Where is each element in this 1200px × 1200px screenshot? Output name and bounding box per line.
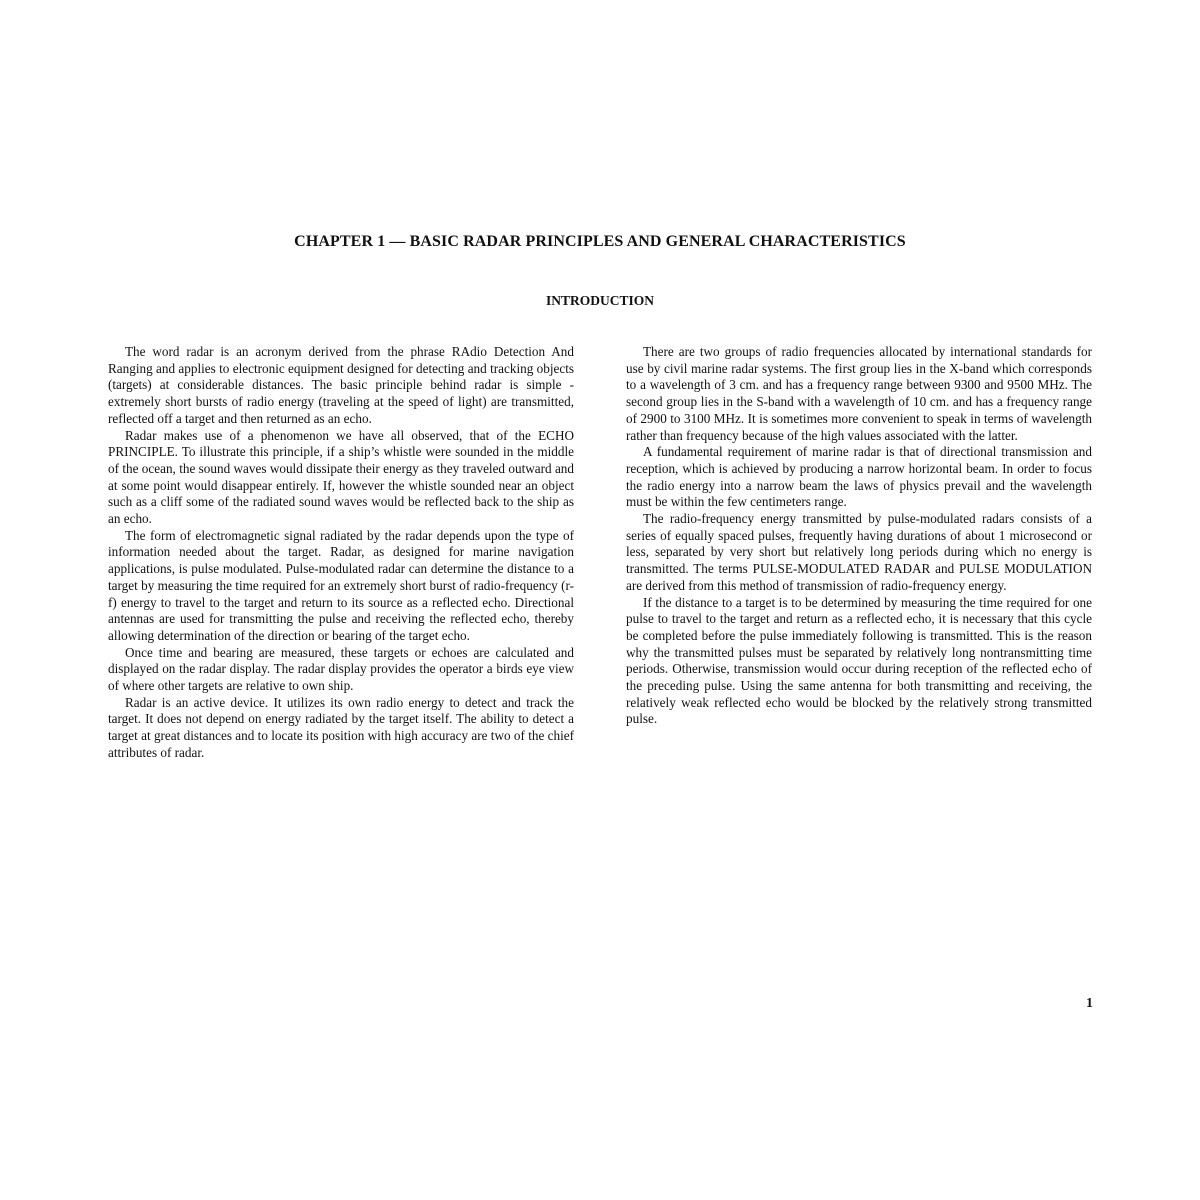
- section-heading: INTRODUCTION: [545, 293, 654, 308]
- left-paragraph-4: Once time and bearing are measured, these targets or echoes are calculated and displayed on the radar display. The radar display provides the operator a birds eye view of where other targets are relative to own ship.: [108, 644, 574, 694]
- page-number: 1: [1086, 996, 1093, 1011]
- right-paragraph-4: If the distance to a target is to be determined by measuring the time required for one pulse to travel to the target and return as a reflected echo, it is necessary that this cycle be completed before the pulse immediately following is transmitted. This is the reason why the transmitted pulses must be separated by relatively long nontransmitting time periods. Otherwise, transmission would occur during reception of the reflected echo of the preceding pulse. Using the same antenna for both transmitting and receiving, the relatively weak reflected echo would be blocked by the relatively strong transmitted pulse.: [626, 594, 1092, 727]
- right-paragraph-3: The radio-frequency energy transmitted by pulse-modulated radars consists of a series of equally spaced pulses, frequently having durations of about 1 microsecond or less, separated by very short but relatively long periods during which no energy is transmitted. The terms PULSE-MODULATED RADAR and PULSE MODULATION are derived from this method of transmission of radio-frequency energy.: [626, 511, 1092, 593]
- left-paragraph-1: The word radar is an acronym derived from the phrase RAdio Detection And Ranging and applies to electronic equipment designed for detecting and tracking objects (targets) at considerable distances. The basic principle behind radar is simple - extremely short bursts of radio energy (traveling at the speed of light) are transmitted, reflected off a target and then returned as an echo.: [108, 344, 574, 426]
- left-paragraph-5: Radar is an active device. It utilizes its own radio energy to detect and track the target. It does not depend on energy radiated by the target itself. The ability to detect a target at great distances and to locate its position with high accuracy are two of the chief attributes of radar.: [108, 694, 574, 760]
- right-paragraph-1: There are two groups of radio frequencies allocated by international standards for use by civil marine radar systems. The first group lies in the X-band which corresponds to a wavelength of 3 cm. and has a frequency range between 9300 and 9500 MHz. The second group lies in the S-band with a wavelength of 10 cm. and has a frequency range of 2900 to 3100 MHz. It is sometimes more convenient to speak in terms of wavelength rather than frequency because of the high values associated with the latter.: [626, 344, 1092, 443]
- right-column: [626, 344, 1092, 728]
- chapter-title: CHAPTER 1 — BASIC RADAR PRINCIPLES AND GENERAL CHARACTERISTICS: [294, 233, 906, 250]
- left-paragraph-2: Radar makes use of a phenomenon we have all observed, that of the ECHO PRINCIPLE. To illustrate this principle, if a ship’s whistle were sounded in the middle of the ocean, the sound waves would dissipate their energy as they traveled outward and at some point would disappear entirely. If, however the whistle sounded near an object such as a cliff some of the radiated sound waves would be reflected back to the ship as an echo.: [108, 427, 574, 527]
- left-column: [108, 344, 574, 762]
- left-paragraph-3: The form of electromagnetic signal radiated by the radar depends upon the type of information needed about the target. Radar, as designed for marine navigation applications, is pulse modulated. Pulse-modulated radar can determine the distance to a target by measuring the time required for an extremely short burst of radio-frequency (r-f) energy to travel to the target and return to its source as a reflected echo. Directional antennas are used for transmitting the pulse and receiving the reflected echo, thereby allowing determination of the direction or bearing of the target echo.: [108, 527, 574, 643]
- right-paragraph-2: A fundamental requirement of marine radar is that of directional transmission and reception, which is achieved by producing a narrow horizontal beam. In order to focus the radio energy into a narrow beam the laws of physics prevail and the wavelength must be within the few centimeters range.: [626, 444, 1092, 510]
